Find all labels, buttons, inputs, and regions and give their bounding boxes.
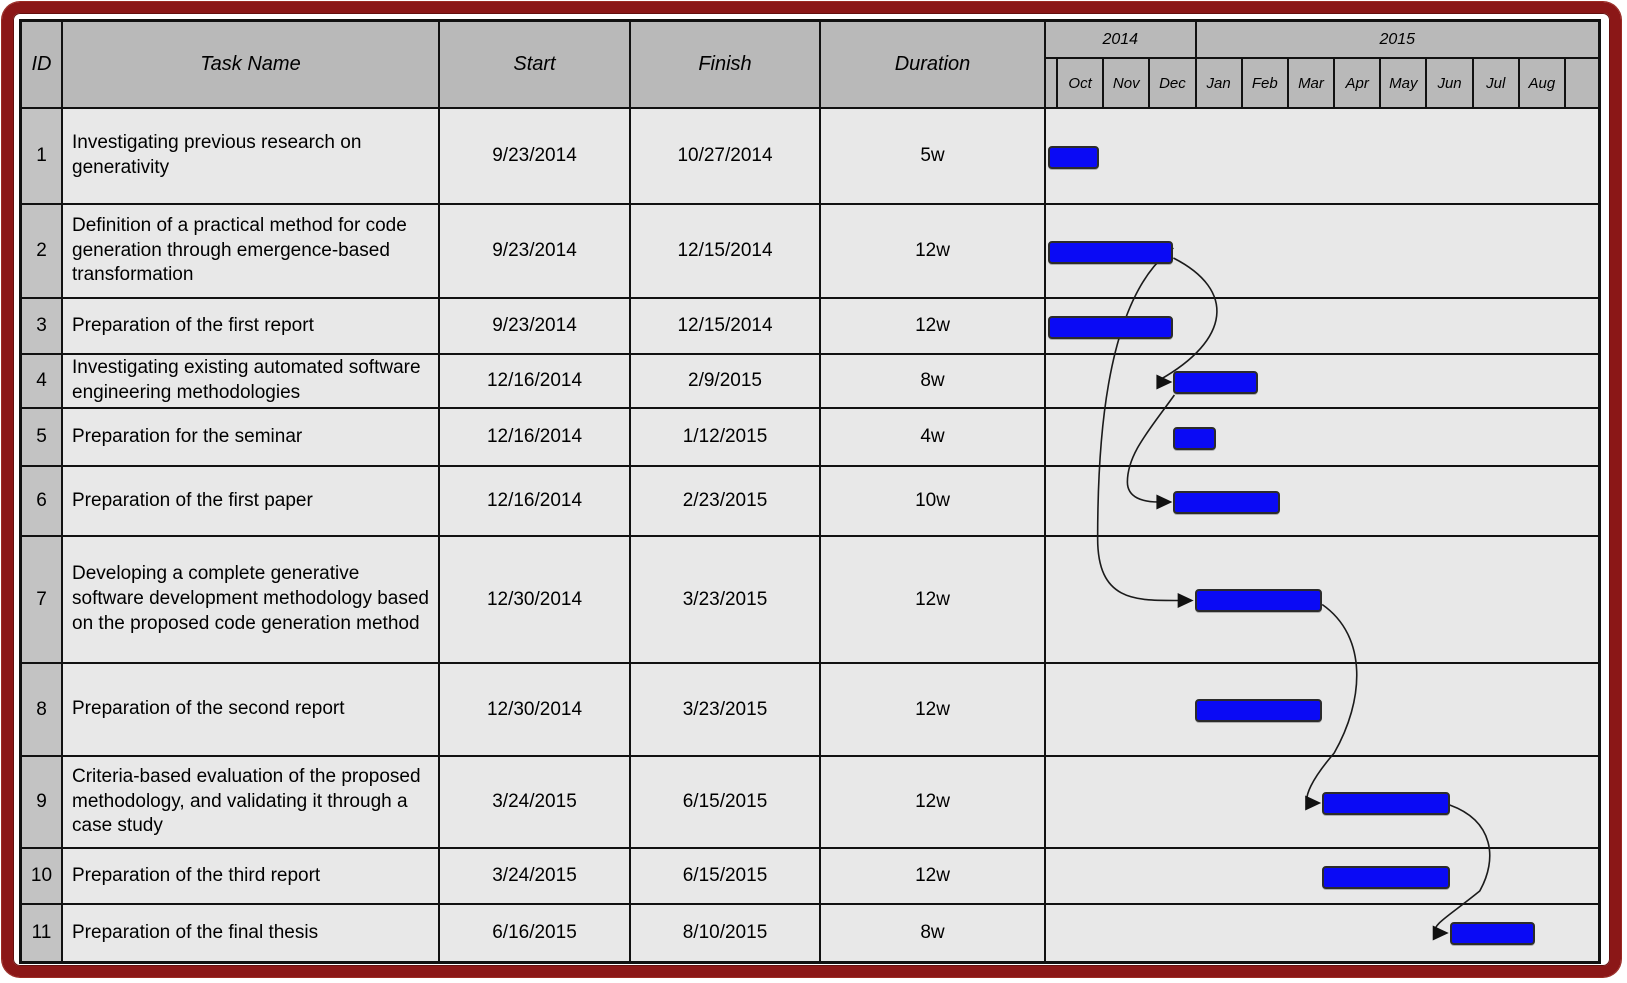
month-header-mar: Mar <box>1289 59 1335 109</box>
task-id-cell: 8 <box>22 664 63 757</box>
dependency-arrows-layer <box>1046 109 1598 961</box>
task-id-cell: 11 <box>22 905 63 961</box>
task-id-cell: 1 <box>22 109 63 205</box>
month-header-tail-strip <box>1566 59 1598 109</box>
dependency-arrowhead-2-6 <box>1156 495 1172 510</box>
column-header-start: Start <box>440 22 631 109</box>
task-start-cell: 9/23/2014 <box>440 205 631 299</box>
task-name-cell: Preparation of the first paper <box>63 467 440 537</box>
month-header-apr: Apr <box>1335 59 1381 109</box>
task-finish-cell: 12/15/2014 <box>631 299 821 355</box>
task-duration-cell: 8w <box>821 355 1046 409</box>
task-start-cell: 12/16/2014 <box>440 409 631 467</box>
task-start-cell: 3/24/2015 <box>440 757 631 849</box>
gantt-bar-task-2[interactable] <box>1048 241 1173 264</box>
task-finish-cell: 1/12/2015 <box>631 409 821 467</box>
year-header-2015: 2015 <box>1197 22 1598 59</box>
month-header-oct: Oct <box>1058 59 1104 109</box>
gantt-bar-task-8[interactable] <box>1195 699 1323 722</box>
task-finish-cell: 6/15/2015 <box>631 849 821 905</box>
gantt-bar-task-9[interactable] <box>1322 792 1450 815</box>
month-header-nov: Nov <box>1104 59 1150 109</box>
task-finish-cell: 10/27/2014 <box>631 109 821 205</box>
task-id-cell: 10 <box>22 849 63 905</box>
task-duration-cell: 12w <box>821 537 1046 664</box>
task-start-cell: 9/23/2014 <box>440 109 631 205</box>
task-duration-cell: 4w <box>821 409 1046 467</box>
task-start-cell: 12/30/2014 <box>440 537 631 664</box>
task-finish-cell: 12/15/2014 <box>631 205 821 299</box>
gantt-bar-task-11[interactable] <box>1450 922 1535 945</box>
task-name-cell: Criteria-based evaluation of the proposed methodology, and validating it through a case study <box>63 757 440 849</box>
column-header-task: Task Name <box>63 22 440 109</box>
task-duration-cell: 12w <box>821 757 1046 849</box>
month-header-lead-strip <box>1046 59 1058 109</box>
task-duration-cell: 12w <box>821 849 1046 905</box>
dependency-arrowhead-2-7 <box>1178 593 1194 608</box>
gantt-bar-task-7[interactable] <box>1195 589 1323 612</box>
task-name-cell: Preparation of the first report <box>63 299 440 355</box>
task-start-cell: 12/30/2014 <box>440 664 631 757</box>
task-finish-cell: 8/10/2015 <box>631 905 821 961</box>
task-id-cell: 2 <box>22 205 63 299</box>
column-header-id: ID <box>22 22 63 109</box>
gantt-bar-task-3[interactable] <box>1048 316 1173 339</box>
task-name-cell: Investigating previous research on generativity <box>63 109 440 205</box>
task-id-cell: 4 <box>22 355 63 409</box>
gantt-table <box>19 19 1601 964</box>
task-duration-cell: 10w <box>821 467 1046 537</box>
task-duration-cell: 12w <box>821 299 1046 355</box>
dependency-arrowhead-9-11 <box>1433 926 1449 941</box>
month-header-dec: Dec <box>1150 59 1196 109</box>
month-header-may: May <box>1381 59 1427 109</box>
task-duration-cell: 5w <box>821 109 1046 205</box>
task-start-cell: 9/23/2014 <box>440 299 631 355</box>
gantt-bar-task-6[interactable] <box>1173 491 1279 514</box>
month-header-jan: Jan <box>1197 59 1243 109</box>
task-id-cell: 3 <box>22 299 63 355</box>
task-finish-cell: 2/9/2015 <box>631 355 821 409</box>
task-finish-cell: 2/23/2015 <box>631 467 821 537</box>
task-name-cell: Investigating existing automated software engineering methodologies <box>63 355 440 409</box>
task-duration-cell: 12w <box>821 664 1046 757</box>
dependency-arrowhead-7-9 <box>1305 796 1321 811</box>
task-name-cell: Preparation of the final thesis <box>63 905 440 961</box>
year-header-2014: 2014 <box>1046 22 1197 59</box>
month-header-aug: Aug <box>1520 59 1566 109</box>
task-id-cell: 6 <box>22 467 63 537</box>
task-name-cell: Preparation for the seminar <box>63 409 440 467</box>
gantt-bar-task-1[interactable] <box>1048 146 1099 169</box>
task-duration-cell: 8w <box>821 905 1046 961</box>
task-id-cell: 9 <box>22 757 63 849</box>
gantt-plot-area <box>1046 109 1598 961</box>
task-name-cell: Preparation of the second report <box>63 664 440 757</box>
month-header-jun: Jun <box>1427 59 1473 109</box>
task-name-cell: Developing a complete generative software development methodology based on the proposed code generation method <box>63 537 440 664</box>
column-header-finish: Finish <box>631 22 821 109</box>
task-name-cell: Preparation of the third report <box>63 849 440 905</box>
gantt-bar-task-4[interactable] <box>1173 371 1258 394</box>
dependency-arrow-2-7 <box>1098 248 1180 601</box>
task-name-cell: Definition of a practical method for code generation through emergence-based transformation <box>63 205 440 299</box>
task-finish-cell: 6/15/2015 <box>631 757 821 849</box>
task-id-cell: 7 <box>22 537 63 664</box>
task-start-cell: 3/24/2015 <box>440 849 631 905</box>
month-header-jul: Jul <box>1474 59 1520 109</box>
task-id-cell: 5 <box>22 409 63 467</box>
column-header-duration: Duration <box>821 22 1046 109</box>
task-finish-cell: 3/23/2015 <box>631 537 821 664</box>
gantt-bar-task-10[interactable] <box>1322 866 1450 889</box>
gantt-bar-task-5[interactable] <box>1173 427 1216 450</box>
task-duration-cell: 12w <box>821 205 1046 299</box>
task-start-cell: 12/16/2014 <box>440 467 631 537</box>
dependency-arrow-2-6 <box>1127 395 1174 502</box>
task-finish-cell: 3/23/2015 <box>631 664 821 757</box>
task-start-cell: 12/16/2014 <box>440 355 631 409</box>
month-header-feb: Feb <box>1243 59 1289 109</box>
task-start-cell: 6/16/2015 <box>440 905 631 961</box>
